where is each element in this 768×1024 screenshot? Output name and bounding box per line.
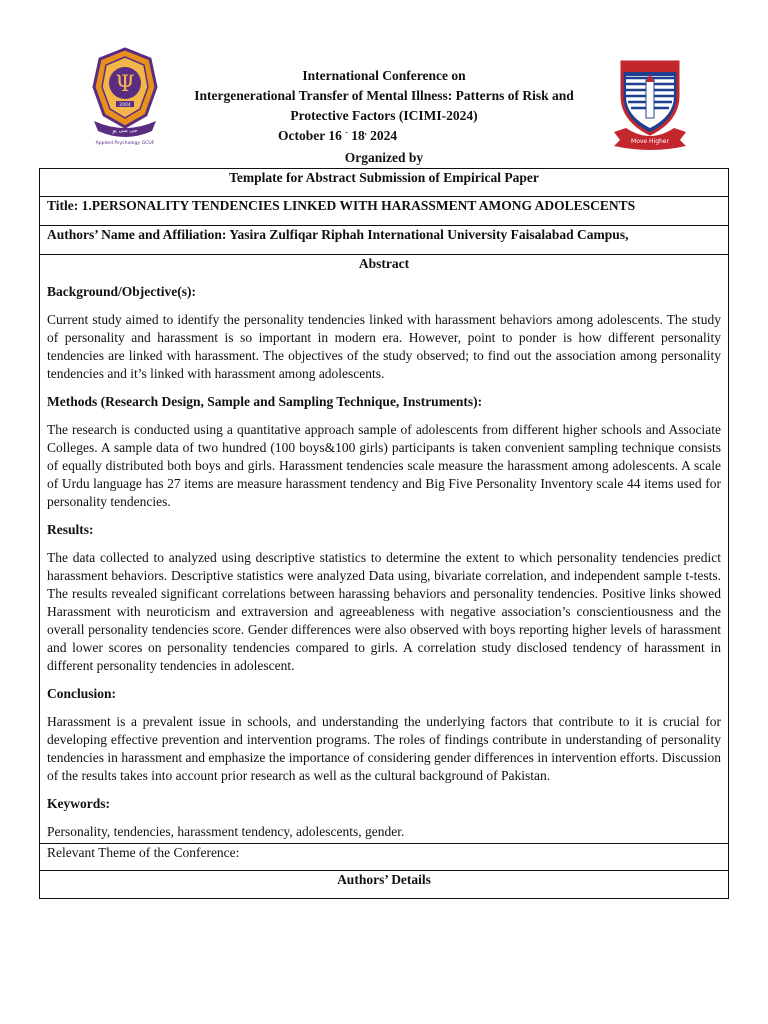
abstract-heading: Abstract	[358, 256, 410, 271]
conference-dates: October 16 - 18, 2024	[278, 127, 398, 143]
authors-details-heading: Authors’ Details	[40, 871, 729, 899]
svg-text:Move Higher: Move Higher	[631, 138, 669, 145]
paper-title: Title: 1.PERSONALITY TENDENCIES LINKED WITH HARASSMENT AMONG ADOLESCENTS	[40, 197, 729, 226]
conference-line-2: Intergenerational Transfer of Mental Illness: Patterns of Risk and	[194, 88, 574, 103]
conference-line-1: International Conference on	[302, 68, 466, 83]
svg-text:Applied Psychology GCUF: Applied Psychology GCUF	[95, 141, 155, 146]
methods-heading: Methods (Research Design, Sample and Sampling Technique, Instruments):	[47, 394, 483, 409]
template-label: Template for Abstract Submission of Empirical Paper	[40, 169, 729, 197]
conclusion-heading: Conclusion:	[47, 686, 117, 701]
conference-line-3: Protective Factors (ICIMI-2024)	[290, 108, 478, 123]
university-crest-logo	[612, 58, 688, 150]
results-heading: Results:	[47, 522, 94, 537]
results-text: The data collected to analyzed using descriptive statistics to determine the extent to which personality tendencies predict harassment behaviors. Descriptive statistics were analyzed Data using, bivariate correlation, and independent sample t-tests. The results revealed significant correlations between harassing behaviors and personality tendencies. Positive links showed Harassment with neuroticism and extraversion and agreeableness with negative association’s conscientiousness and the overall personality tendencies score. Gender differences were also observed with boys reporting higher levels of harassment and lower scores on personality tendencies compared to girls. A correlation study disclosed tendency of harassment in different personality tendencies in adolescent.	[47, 550, 721, 673]
abstract-form	[39, 168, 729, 899]
svg-text:ﺟﯽ ﺳﯽ ﯾﻮ: ﺟﯽ ﺳﯽ ﯾﻮ	[112, 128, 138, 134]
background-text: Current study aimed to identify the personality tendencies linked with harassment behaviors among adolescents. The study of personality and harassment is so important in modern era. However, point to ponder is how different personality tendencies are linked with harassment. The objectives of the study observed; to find out the association among personality tendencies and it’s linked with harassment among adolescents.	[47, 312, 721, 381]
svg-text:Ψ: Ψ	[115, 72, 135, 97]
abstract-body	[40, 255, 729, 844]
background-heading: Background/Objective(s):	[47, 284, 196, 299]
keywords-heading: Keywords:	[47, 796, 110, 811]
keywords-text: Personality, tendencies, harassment tendency, adolescents, gender.	[47, 824, 405, 839]
conference-theme-field: Relevant Theme of the Conference:	[40, 844, 729, 871]
methods-text: The research is conducted using a quantitative approach sample of adolescents from different higher schools and Associate Colleges. A sample data of two hundred (100 boys&100 girls) participants is taken convenient sampling technique consists of equally distributed both boys and girls. Harassment tendencies scale measure the harassment among adolescents. A scale of Urdu language has 27 items are measure harassment tendency and Big Five Personality Inventory scale 44 items used for personality tendencies.	[47, 422, 721, 509]
svg-text:2004: 2004	[119, 103, 131, 108]
authors-affiliation: Authors’ Name and Affiliation: Yasira Zulfiqar Riphah International University Faisalabad Campus,	[40, 226, 729, 255]
conclusion-text: Harassment is a prevalent issue in schools, and understanding the underlying factors that contribute to it is crucial for developing effective prevention and intervention programs. The roles of findings contribute in understanding of personality tendencies in harassment and emphasize the importance of considering gender differences in intervention efforts. Discussion of the results takes into account prior research as well as the cultural background of Pakistan.	[47, 714, 721, 783]
organized-by: Organized by	[344, 150, 424, 165]
